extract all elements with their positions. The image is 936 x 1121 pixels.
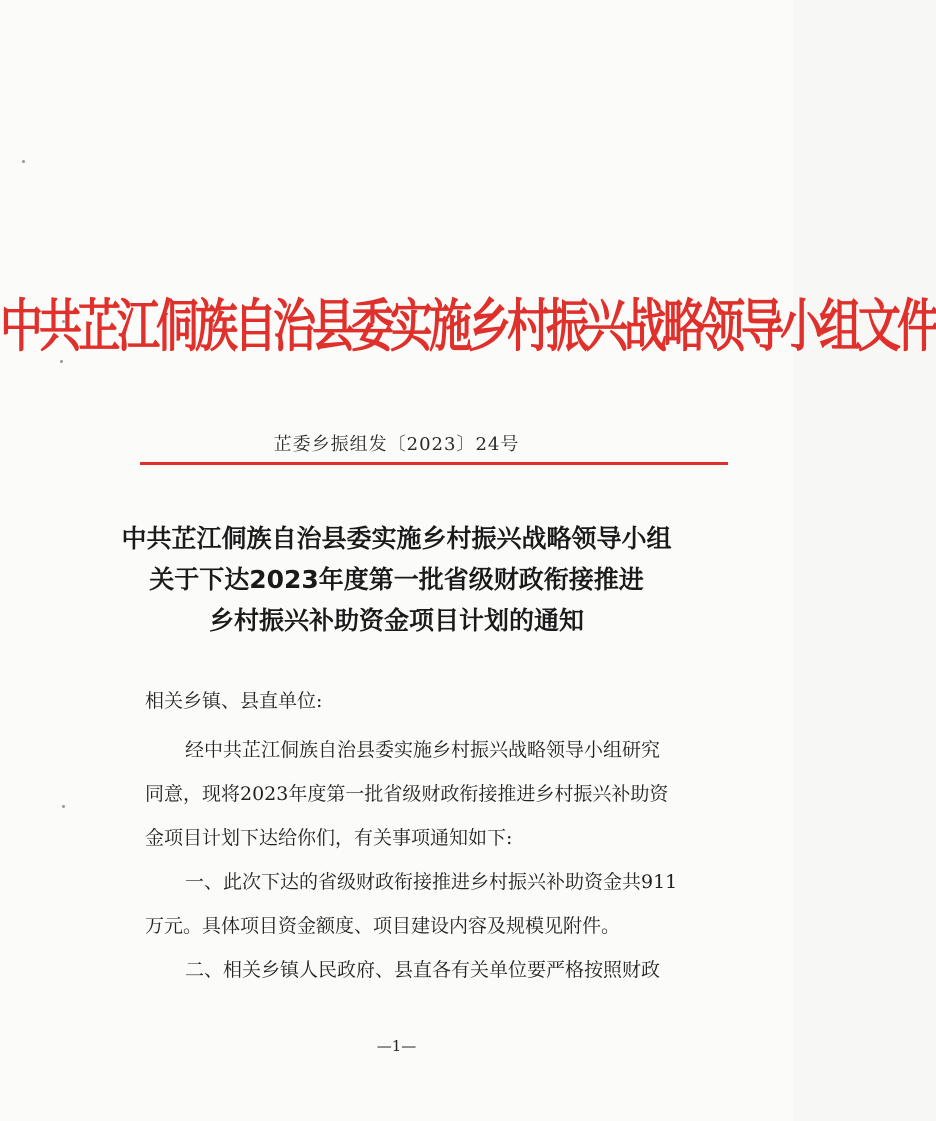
body-line: 经中共芷江侗族自治县委实施乡村振兴战略领导小组研究 [185,739,661,761]
body-line: 同意，现将2023年度第一批省级财政衔接推进乡村振兴补助资 [145,783,669,805]
notice-title-line-1: 中共芷江侗族自治县委实施乡村振兴战略领导小组 [121,524,672,553]
notice-title-line-2: 关于下达2023年度第一批省级财政衔接推进 [149,565,644,594]
body-line: 万元。具体项目资金额度、项目建设内容及规模见附件。 [145,915,621,937]
scan-speck [22,160,25,163]
issuer-header-title: 中共芷江侗族自治县委实施乡村振兴战略领导小组文件 [0,293,936,360]
body-paragraphs [145,735,735,999]
body-line: 金项目计划下达给你们，有关事项通知如下: [145,827,513,849]
notice-title-line-3: 乡村振兴补助资金项目计划的通知 [208,606,584,635]
red-divider-rule [140,462,728,465]
salutation: 相关乡镇、县直单位: [145,690,323,712]
body-line: 一、此次下达的省级财政衔接推进乡村振兴补助资金共911 [185,871,678,893]
scan-speck [62,805,65,808]
document-number: 芷委乡振组发〔2023〕24号 [273,434,520,455]
page-number: —1— [376,1037,417,1055]
notice-title [60,518,733,641]
body-line: 二、相关乡镇人民政府、县直各有关单位要严格按照财政 [185,959,661,981]
